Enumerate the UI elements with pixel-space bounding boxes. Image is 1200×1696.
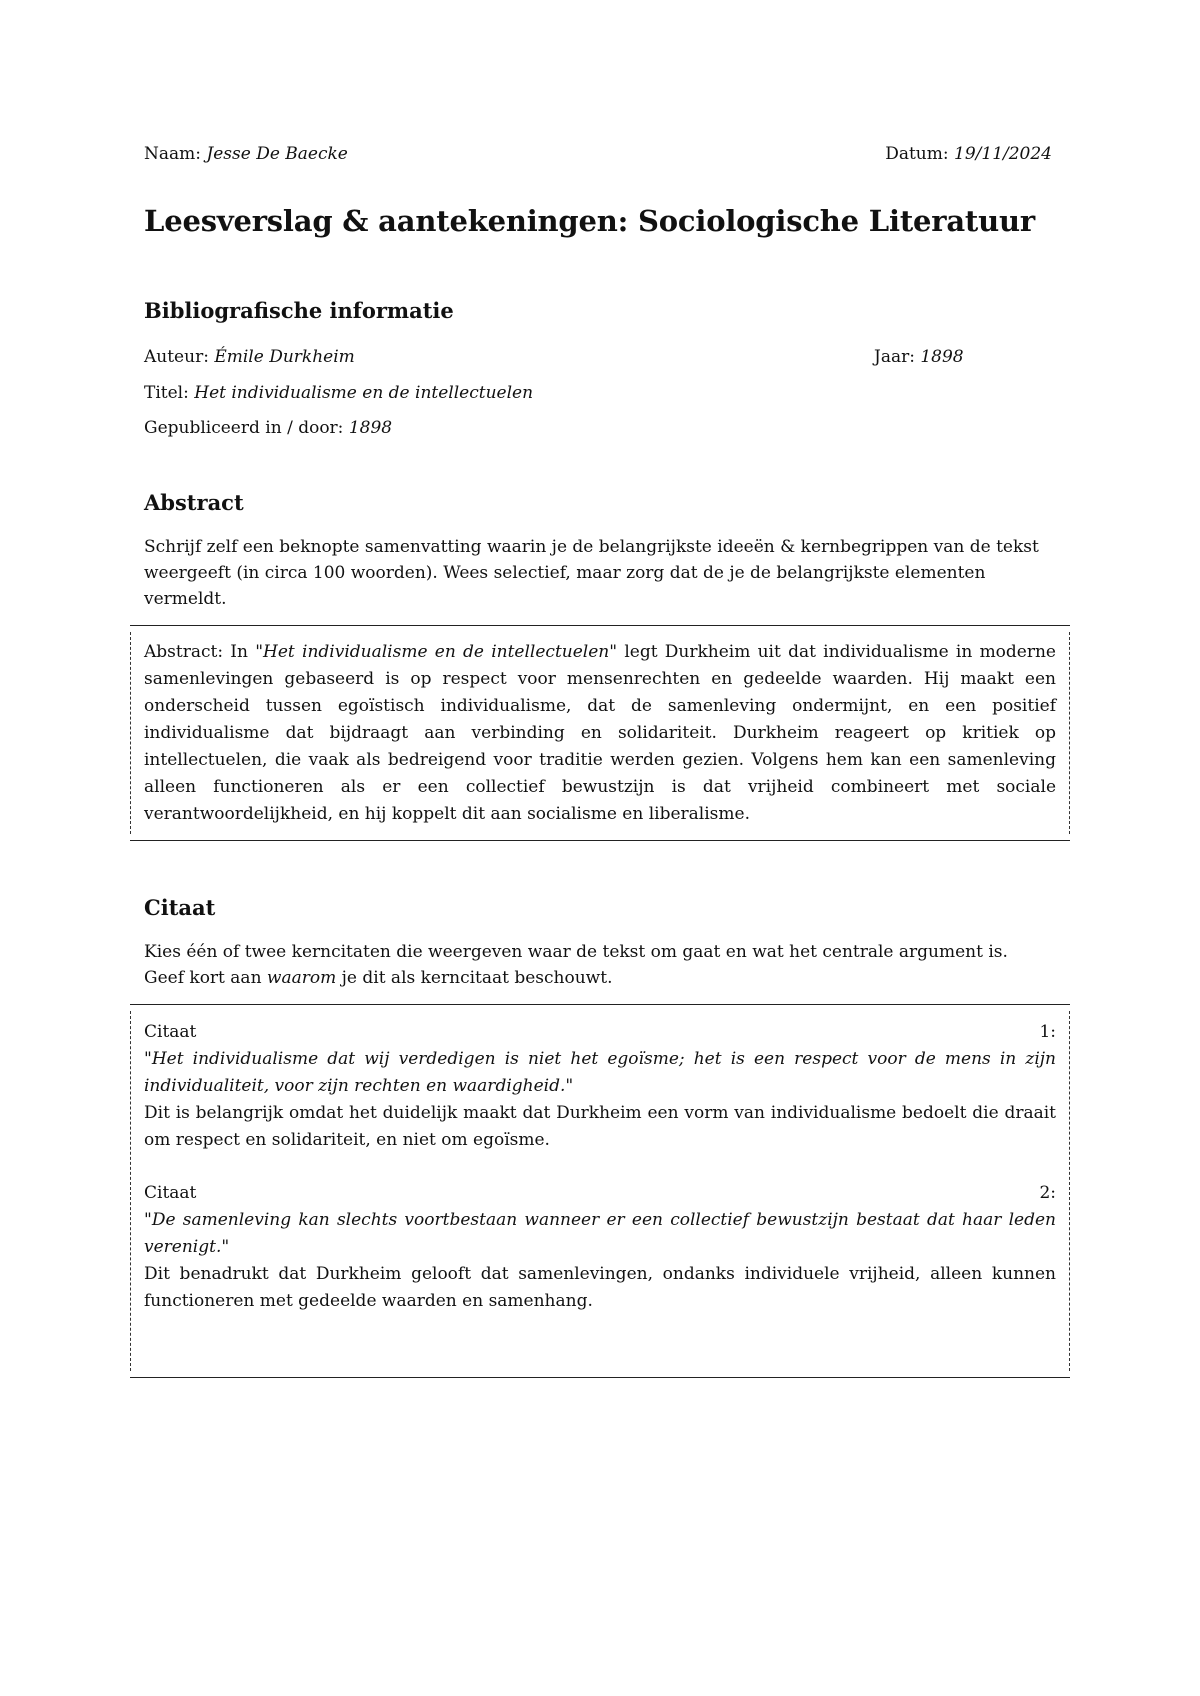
citaat-instruction: [144, 939, 1044, 991]
citaat-1-label: Citaat: [144, 1022, 197, 1042]
citaat-1-quote: "Het individualisme dat wij verdedigen is niet het egoïsme; het is een respect voor de mens in zijn individualiteit, voor zijn rechten en waardigheid.": [144, 1049, 1056, 1096]
datum-field: [885, 144, 1052, 164]
auteur-value: Émile Durkheim: [214, 347, 355, 367]
citaat-instruction-2-post: je dit als kerncitaat beschouwt.: [336, 968, 613, 988]
citaat-2-quote: "De samenleving kan slechts voortbestaan wanneer er een collectief bewustzijn bestaat dat haar leden verenigt.": [144, 1210, 1056, 1257]
citaat-instruction-2-pre: Geef kort aan: [144, 968, 267, 988]
citaat-1-explanation: Dit is belangrijk omdat het duidelijk maakt dat Durkheim een vorm van individualisme bedoelt die draait om respect en solidariteit, en niet om egoïsme.: [144, 1103, 1056, 1150]
abstract-heading: Abstract: [144, 490, 244, 515]
citaat-2-head: [144, 1180, 1056, 1207]
citaat-1-head: [144, 1019, 1056, 1046]
header-row: [144, 144, 1052, 164]
datum-label: Datum:: [885, 144, 949, 164]
citaat-instruction-2-em: waarom: [266, 968, 337, 988]
page-title: Leesverslag & aantekeningen: Sociologische Literatuur: [144, 204, 1035, 238]
abstract-body: " legt Durkheim uit dat individualisme in moderne samenlevingen gebaseerd is op respect voor mensenrechten en gedeelde waarden. Hij maakt een onderscheid tussen egoïstisch individualisme, dat de samenleving ondermijnt, en een positief individualisme dat bijdraagt aan verbinding en solidariteit. Durkheim reageert op kritiek op intellectuelen, die vaak als bedreigend voor traditie werden gezien. Volgens hem kan een samenleving alleen functioneren als er een collectief bewustzijn is dat vrijheid combineert met sociale verantwoordelijkheid, en hij koppelt dit aan socialisme en liberalisme.: [144, 642, 1056, 824]
citaat-1-number: 1:: [1039, 1022, 1056, 1042]
gepubliceerd-line: [144, 418, 392, 438]
abstract-instruction: Schrijf zelf een beknopte samenvatting waarin je de belangrijkste ideeën & kernbegrippen van de tekst weergeeft (in circa 100 woorden). Wees selectief, maar zorg dat de je de belangrijkste elementen vermeldt.: [144, 537, 1039, 609]
titel-line: [144, 383, 533, 403]
abstract-prefix: Abstract: In ": [144, 642, 264, 662]
abstract-box[interactable]: [130, 625, 1070, 841]
gepubliceerd-value: 1898: [348, 418, 393, 438]
naam-field: [144, 144, 348, 164]
gepubliceerd-label: Gepubliceerd in / door:: [144, 418, 344, 438]
jaar-value: 1898: [920, 347, 964, 367]
citaat-2-label: Citaat: [144, 1183, 197, 1203]
citaat-item-2[interactable]: [130, 1180, 1070, 1315]
jaar-label: Jaar:: [874, 347, 915, 367]
citaat-2-number: 2:: [1039, 1183, 1056, 1203]
jaar-line: [874, 347, 964, 367]
auteur-label: Auteur:: [144, 347, 209, 367]
auteur-line: [144, 347, 355, 367]
citaat-box[interactable]: [130, 1004, 1070, 1378]
abstract-text[interactable]: [144, 639, 1056, 828]
citaat-2-explanation: Dit benadrukt dat Durkheim gelooft dat samenlevingen, ondanks individuele vrijheid, alleen kunnen functioneren met gedeelde waarden en samenhang.: [144, 1264, 1056, 1311]
titel-value: Het individualisme en de intellectuelen: [194, 383, 534, 403]
citaat-item-1[interactable]: [130, 1019, 1070, 1154]
datum-value: 19/11/2024: [954, 144, 1052, 164]
citaat-instruction-1: Kies één of twee kerncitaten die weergeven waar de tekst om gaat en wat het centrale argument is.: [144, 942, 1008, 962]
citaat-heading: Citaat: [144, 895, 216, 920]
titel-label: Titel:: [144, 383, 189, 403]
naam-value: Jesse De Baecke: [206, 144, 348, 164]
abstract-work-title: Het individualisme en de intellectuelen: [263, 642, 610, 662]
naam-label: Naam:: [144, 144, 201, 164]
biblio-heading: Bibliografische informatie: [144, 298, 454, 323]
citaat-spacer: [130, 1154, 1070, 1180]
